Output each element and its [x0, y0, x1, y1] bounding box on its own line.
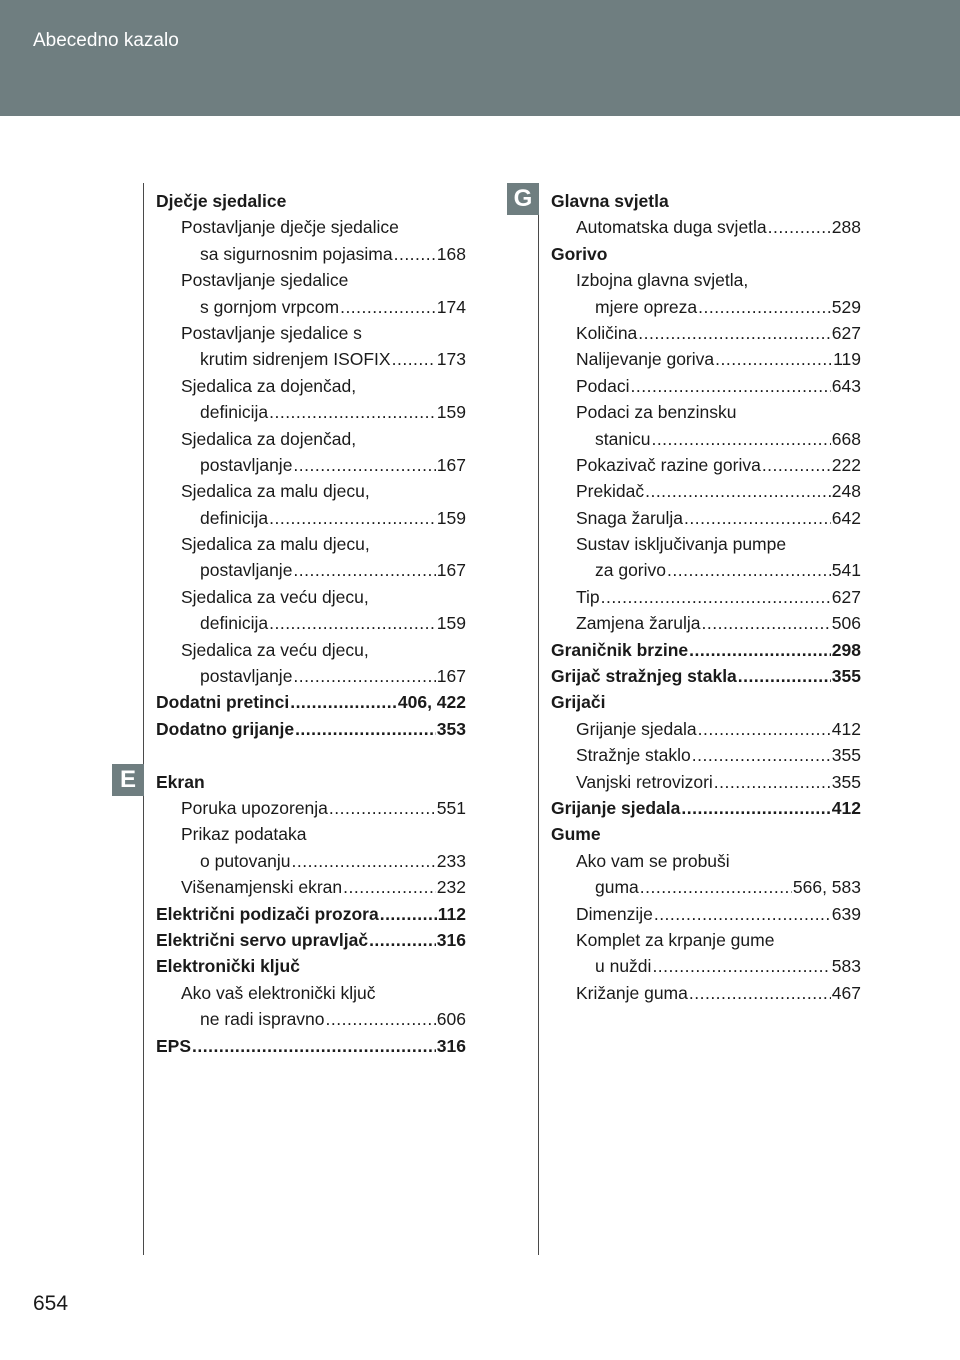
index-entry	[156, 610, 466, 636]
entry-text: Prekidač	[576, 481, 645, 502]
section-spacer	[156, 742, 466, 768]
entry-text: u nuždi	[595, 956, 652, 977]
dot-leader	[343, 874, 436, 900]
entry-page-ref: 288	[831, 217, 861, 238]
index-entry	[156, 663, 466, 689]
index-heading	[156, 716, 466, 742]
entry-text: Pokazivač razine goriva	[576, 454, 761, 475]
index-entry	[156, 637, 466, 663]
entry-page-ref: 642	[831, 507, 861, 528]
index-heading	[156, 1033, 466, 1059]
entry-text: Graničnik brzine	[551, 639, 689, 660]
index-entry	[156, 241, 466, 267]
dot-leader	[638, 320, 831, 346]
dot-leader	[762, 452, 831, 478]
dot-leader	[738, 663, 831, 689]
entry-page-ref: 412	[831, 718, 861, 739]
index-heading	[551, 241, 861, 267]
entry-text: Postavljanje sjedalice	[181, 270, 349, 291]
index-heading	[551, 689, 861, 715]
index-entry	[551, 373, 861, 399]
index-entry	[156, 848, 466, 874]
index-entry	[551, 953, 861, 979]
entry-page-ref: 627	[831, 322, 861, 343]
index-entry	[156, 505, 466, 531]
entry-text: Sjedalica za malu djecu,	[181, 534, 370, 555]
entry-page-ref: 668	[831, 428, 861, 449]
index-entry	[551, 901, 861, 927]
index-heading	[551, 663, 861, 689]
entry-page-ref: 222	[831, 454, 861, 475]
entry-text: Sustav isključivanja pumpe	[576, 534, 787, 555]
entry-text: sa sigurnosnim pojasima	[200, 243, 393, 264]
dot-leader	[702, 610, 831, 636]
index-heading	[551, 821, 861, 847]
index-entry	[156, 214, 466, 240]
entry-page-ref: 406, 422	[397, 692, 466, 713]
entry-text: stanicu	[595, 428, 651, 449]
index-entry	[156, 980, 466, 1006]
dot-leader	[340, 294, 436, 320]
dot-leader	[380, 901, 437, 927]
dot-leader	[290, 689, 397, 715]
index-entry	[551, 980, 861, 1006]
entry-text: Zamjena žarulja	[576, 613, 701, 634]
index-entry	[551, 399, 861, 425]
entry-text: o putovanju	[200, 850, 291, 871]
entry-text: Ekran	[156, 771, 205, 792]
dot-leader	[392, 346, 436, 372]
index-entry	[551, 610, 861, 636]
index-heading	[156, 769, 466, 795]
dot-leader	[652, 953, 830, 979]
entry-page-ref: 566, 583	[792, 877, 861, 898]
column-divider-right	[538, 183, 539, 1255]
dot-leader	[698, 294, 831, 320]
dot-leader	[692, 742, 831, 768]
index-entry	[551, 426, 861, 452]
entry-text: Stražnje staklo	[576, 745, 691, 766]
entry-text: Izbojna glavna svjetla,	[576, 270, 749, 291]
index-entry	[156, 531, 466, 557]
entry-text: Količina	[576, 322, 638, 343]
entry-text: Grijanje sjedala	[551, 797, 681, 818]
index-entry	[156, 874, 466, 900]
index-heading	[551, 637, 861, 663]
entry-text: Gume	[551, 824, 601, 845]
entry-page-ref: 316	[436, 929, 466, 950]
dot-leader	[369, 927, 436, 953]
index-entry	[551, 214, 861, 240]
dot-leader	[698, 716, 831, 742]
entry-text: definicija	[200, 613, 269, 634]
dot-leader	[269, 399, 436, 425]
index-entry	[156, 557, 466, 583]
dot-leader	[192, 1033, 436, 1059]
index-entry	[551, 267, 861, 293]
dot-leader	[295, 716, 436, 742]
dot-leader	[768, 214, 831, 240]
entry-page-ref: 627	[831, 586, 861, 607]
index-heading	[551, 795, 861, 821]
index-entry	[156, 452, 466, 478]
entry-text: EPS	[156, 1035, 192, 1056]
entry-page-ref: 583	[831, 956, 861, 977]
entry-page-ref: 541	[831, 560, 861, 581]
entry-text: guma	[595, 877, 639, 898]
entry-page-ref: 643	[831, 375, 861, 396]
entry-page-ref: 355	[831, 745, 861, 766]
entry-page-ref: 639	[831, 903, 861, 924]
dot-leader	[645, 478, 831, 504]
entry-page-ref: 159	[436, 613, 466, 634]
entry-text: ne radi ispravno	[200, 1009, 325, 1030]
entry-text: Grijač stražnjeg stakla	[551, 666, 737, 687]
entry-text: Sjedalica za veću djecu,	[181, 586, 369, 607]
dot-leader	[329, 795, 436, 821]
dot-leader	[293, 452, 435, 478]
entry-page-ref: 353	[436, 718, 466, 739]
page-number: 654	[33, 1292, 69, 1315]
entry-text: Gorivo	[551, 243, 608, 264]
entry-text: Sjedalica za dojenčad,	[181, 375, 357, 396]
entry-text: Grijači	[551, 692, 606, 713]
entry-text: Električni podizači prozora	[156, 903, 379, 924]
entry-page-ref: 167	[436, 454, 466, 475]
dot-leader	[684, 505, 831, 531]
entry-text: postavljanje	[200, 454, 293, 475]
entry-text: Komplet za krpanje gume	[576, 929, 775, 950]
dot-leader	[269, 505, 436, 531]
dot-leader	[394, 241, 436, 267]
index-entry	[551, 505, 861, 531]
entry-page-ref: 159	[436, 402, 466, 423]
dot-leader	[689, 637, 831, 663]
index-column-right	[551, 188, 861, 1006]
index-entry	[551, 716, 861, 742]
index-entry	[551, 584, 861, 610]
entry-text: Ako vam se probuši	[576, 850, 730, 871]
dot-leader	[667, 557, 831, 583]
index-entry	[156, 294, 466, 320]
entry-text: Glavna svjetla	[551, 191, 669, 211]
entry-text: mjere opreza	[595, 296, 698, 317]
index-entry	[551, 452, 861, 478]
entry-text: Dodatno grijanje	[156, 718, 295, 739]
entry-page-ref: 167	[436, 560, 466, 581]
entry-text: Postavljanje dječje sjedalice	[181, 217, 399, 238]
entry-text: Dimenzije	[576, 903, 653, 924]
entry-page-ref: 173	[436, 349, 466, 370]
index-entry	[551, 531, 861, 557]
index-entry	[156, 320, 466, 346]
index-entry	[156, 426, 466, 452]
entry-page-ref: 506	[831, 613, 861, 634]
entry-text: Sjedalica za dojenčad,	[181, 428, 357, 449]
entry-text: Vanjski retrovizori	[576, 771, 713, 792]
index-entry	[551, 769, 861, 795]
index-heading	[156, 689, 466, 715]
entry-text: za gorivo	[595, 560, 667, 581]
dot-leader	[640, 874, 792, 900]
index-entry	[551, 742, 861, 768]
entry-text: Sjedalica za malu djecu,	[181, 481, 370, 502]
entry-text: Prikaz podataka	[181, 824, 307, 845]
entry-page-ref: 174	[436, 296, 466, 317]
entry-page-ref: 355	[831, 666, 861, 687]
index-entry	[551, 927, 861, 953]
entry-text: Tip	[576, 586, 600, 607]
dot-leader	[714, 769, 831, 795]
entry-text: s gornjom vrpcom	[200, 296, 340, 317]
entry-text: Automatska duga svjetla	[576, 217, 767, 238]
entry-page-ref: 606	[436, 1009, 466, 1030]
entry-page-ref: 316	[436, 1035, 466, 1056]
index-heading	[551, 188, 861, 214]
entry-text: definicija	[200, 507, 269, 528]
dot-leader	[326, 1006, 436, 1032]
index-heading	[156, 901, 466, 927]
entry-text: Električni servo upravljač	[156, 929, 369, 950]
dot-leader	[681, 795, 830, 821]
index-heading	[156, 188, 466, 214]
entry-page-ref: 355	[831, 771, 861, 792]
entry-text: postavljanje	[200, 666, 293, 687]
index-column-left	[156, 188, 466, 1059]
index-entry	[156, 478, 466, 504]
entry-page-ref: 168	[436, 243, 466, 264]
index-entry	[551, 346, 861, 372]
entry-text: Poruka upozorenja	[181, 797, 328, 818]
index-entry	[156, 267, 466, 293]
column-divider-left	[143, 183, 144, 1255]
dot-leader	[689, 980, 831, 1006]
index-entry	[551, 874, 861, 900]
dot-leader	[601, 584, 831, 610]
index-entry	[156, 1006, 466, 1032]
entry-text: Dječje sjedalice	[156, 191, 287, 211]
entry-page-ref: 159	[436, 507, 466, 528]
entry-page-ref: 119	[833, 349, 861, 370]
index-entry	[156, 373, 466, 399]
entry-page-ref: 467	[831, 982, 861, 1003]
index-entry	[551, 478, 861, 504]
index-entry	[551, 320, 861, 346]
entry-page-ref: 412	[831, 797, 861, 818]
entry-text: Podaci	[576, 375, 630, 396]
entry-page-ref: 248	[831, 481, 861, 502]
entry-text: Podaci za benzinsku	[576, 402, 737, 423]
entry-text: Grijanje sjedala	[576, 718, 697, 739]
entry-text: Snaga žarulja	[576, 507, 684, 528]
entry-text: krutim sidrenjem ISOFIX	[200, 349, 391, 370]
entry-text: Sjedalica za veću djecu,	[181, 639, 369, 660]
dot-leader	[293, 663, 435, 689]
index-entry	[156, 584, 466, 610]
entry-page-ref: 529	[831, 296, 861, 317]
entry-page-ref: 551	[436, 797, 466, 818]
dot-leader	[292, 848, 436, 874]
entry-text: postavljanje	[200, 560, 293, 581]
index-entry	[551, 848, 861, 874]
letter-tab-g: G	[507, 183, 539, 215]
dot-leader	[715, 346, 832, 372]
index-entry	[156, 346, 466, 372]
entry-text: Elektronički ključ	[156, 956, 300, 977]
index-entry	[156, 821, 466, 847]
entry-text: Križanje guma	[576, 982, 688, 1003]
entry-text: Višenamjenski ekran	[181, 877, 343, 898]
entry-text: Postavljanje sjedalice s	[181, 322, 362, 343]
index-entry	[156, 399, 466, 425]
dot-leader	[269, 610, 436, 636]
entry-text: Dodatni pretinci	[156, 692, 290, 713]
entry-text: Nalijevanje goriva	[576, 349, 715, 370]
index-entry	[551, 294, 861, 320]
dot-leader	[293, 557, 435, 583]
index-heading	[156, 953, 466, 979]
entry-page-ref: 167	[436, 666, 466, 687]
index-entry	[551, 557, 861, 583]
entry-text: definicija	[200, 402, 269, 423]
letter-tab-e: E	[112, 764, 144, 796]
entry-text: Ako vaš elektronički ključ	[181, 982, 376, 1003]
index-entry	[156, 795, 466, 821]
entry-page-ref: 298	[831, 639, 861, 660]
entry-page-ref: 233	[436, 850, 466, 871]
entry-page-ref: 112	[437, 903, 466, 924]
dot-leader	[654, 901, 831, 927]
index-heading	[156, 927, 466, 953]
section-title: Abecedno kazalo	[33, 30, 179, 51]
page-header	[0, 0, 960, 116]
dot-leader	[631, 373, 831, 399]
entry-page-ref: 232	[436, 877, 466, 898]
dot-leader	[651, 426, 830, 452]
